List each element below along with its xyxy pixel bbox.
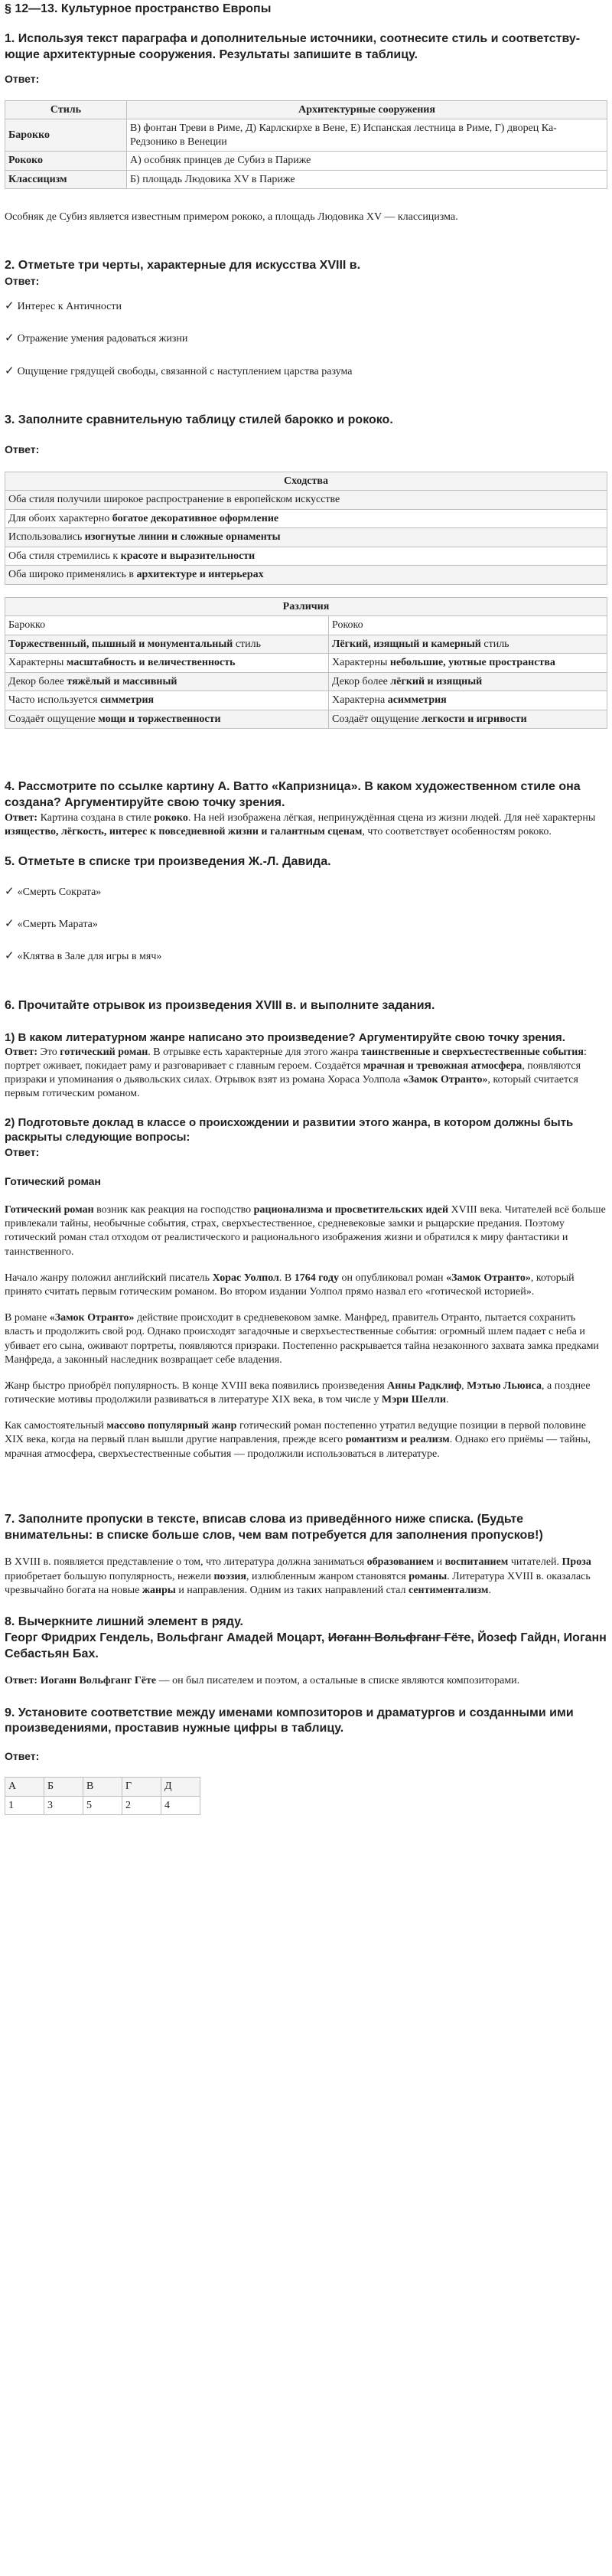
text-segment: , — [461, 1379, 467, 1392]
table-row — [5, 509, 607, 528]
text-segment: поэзия — [213, 1570, 247, 1582]
text-segment: готический роман — [60, 1046, 148, 1058]
text-segment: образованием — [366, 1556, 435, 1569]
text-segment: красоте и выразительности — [120, 550, 256, 562]
question-8-answer — [5, 1674, 607, 1688]
text-segment: стиль — [233, 638, 262, 650]
text-segment: романтизм и реализм — [345, 1434, 450, 1446]
style-name: Барокко — [8, 129, 50, 141]
text-segment: Ответ: — [5, 811, 38, 824]
question-2-title: 2. Отметьте три черты, характерные для искусства XVIII в. — [5, 259, 361, 273]
question-9 — [5, 1706, 607, 1816]
text-segment: Ответ: — [5, 1046, 38, 1058]
checkmark-icon: ✓ — [5, 363, 15, 377]
matching-values-row — [5, 1796, 200, 1815]
similarity-cell — [5, 547, 607, 566]
text-segment: В XVIII в. появляется представление о том, что литература должна заниматься — [5, 1556, 367, 1569]
question-3 — [5, 413, 607, 729]
text-segment: Хорас Уолпол — [212, 1272, 279, 1284]
rococo-cell — [329, 635, 607, 654]
text-segment: действие происходит в средневековом замке. Манфред, правитель Отранто, пытается сохранить власть и продолжить свой род. Однако происходят загадочные и сверхъестественные события: огромный шлем падает с неба и убивает его сына, оживают портреты, появляются призраки. Постепенно раскрывается тайна незаконного захвата замка предками Манфреда, а законный наследник возвращает себе владения. — [5, 1312, 599, 1366]
style-buildings-table — [5, 100, 607, 190]
checkmark-icon: ✓ — [5, 299, 15, 313]
col-style-header: Стиль — [5, 100, 127, 119]
matching-header-cell: В — [83, 1778, 122, 1797]
answer-label: Ответ: — [5, 1750, 40, 1763]
question-8-series — [5, 1631, 607, 1663]
text-segment: готический роман постепенно утратил ведущие позиции в первой половине XIX века, когда на первый план вышли другие направления, прежде всего — [5, 1420, 586, 1446]
table-row — [5, 152, 607, 171]
baroque-cell — [5, 672, 329, 691]
text-segment: XVIII века. Читателей всё больше привлекали тайны, необычные события, страх, сверхъестественное, средневековые замки и рыцарские предания. Поэтому готический роман стал отходом от реалистического и рационального изображения жизни и обратился к миру фантастики и таинственного. — [5, 1204, 606, 1258]
text-segment: — он был писателем и поэтом, а остальные в списке являются композиторами. — [156, 1675, 520, 1687]
style-buildings: Б) площадь Людовика XV в Париже — [127, 170, 607, 189]
text-segment: Оба стиля стремились к — [8, 550, 121, 562]
question-4 — [5, 779, 607, 839]
question-2 — [5, 258, 607, 379]
baroque-cell — [5, 691, 329, 710]
text-segment: . — [488, 1584, 491, 1596]
question-8 — [5, 1614, 607, 1689]
similarity-cell — [5, 566, 607, 585]
question-4-title: 4. Рассмотрите по ссылке картину А. Ватто «Капризница». В каком художественном стиле она создана? Аргументируйте свою точку зрения. — [5, 780, 581, 810]
differences-table — [5, 597, 607, 730]
text-segment: он опубликовал роман — [338, 1272, 447, 1284]
rococo-cell — [329, 672, 607, 691]
text-segment: Характерна — [332, 694, 388, 707]
question-6-sub-2: 2) Подготовьте доклад в классе о происхождении и развитии этого жанра, в котором должны быть раскрыты следующие вопросы: — [5, 1115, 574, 1144]
report-title: Готический роман — [5, 1174, 101, 1187]
text-segment: Ответ: — [5, 1675, 38, 1687]
text-segment: небольшие, уютные пространства — [389, 657, 555, 669]
text-segment: легкости и игривости — [422, 713, 527, 725]
checkmark-icon: ✓ — [5, 331, 15, 345]
question-4-answer — [5, 811, 607, 839]
list-item-text: Интерес к Античности — [17, 301, 122, 313]
matching-value-cell: 2 — [122, 1796, 161, 1815]
page-title: § 12—13. Культурное пространство Европы — [5, 2, 272, 15]
text-segment: . — [445, 1394, 449, 1406]
list-item — [5, 916, 607, 932]
text-segment: симметрия — [100, 694, 155, 707]
table-header-row — [5, 100, 607, 119]
text-segment: читателей. — [508, 1556, 562, 1569]
text-segment: В романе — [5, 1312, 50, 1324]
table-row — [5, 170, 607, 189]
matching-value-cell: 1 — [5, 1796, 44, 1815]
text-segment: Декор более — [8, 675, 67, 687]
table-row — [5, 491, 607, 510]
text-segment: изогнутые линии и сложные орнаменты — [84, 531, 281, 544]
text-segment: изящество, лёгкость, интерес к повседневной жизни и галантным сценам — [5, 826, 363, 838]
differences-header: Различия — [5, 597, 607, 616]
rococo-cell — [329, 654, 607, 673]
question-3-title: 3. Заполните сравнительную таблицу стилей барокко и рококо. — [5, 413, 393, 426]
matching-header-cell: Г — [122, 1778, 161, 1797]
question-6-sub-1: 1) В каком литературном жанре написано это произведение? Аргументируйте свою точку зрения. — [5, 1031, 565, 1045]
text-segment: «Замок Отранто» — [446, 1272, 531, 1284]
text-segment: массово популярный жанр — [106, 1420, 237, 1432]
text-segment: «Замок Отранто» — [402, 1074, 488, 1086]
text-segment: , излюбленным жанром становятся — [246, 1570, 409, 1582]
text-segment: . Однако его приёмы — тайны, мрачная атмосфера, сверхъестественные события — продолжили использоваться в литературе. — [5, 1434, 591, 1460]
text-segment: Жанр быстро приобрёл популярность. В конце XVIII века появились произведения — [5, 1379, 388, 1392]
checkmark-icon: ✓ — [5, 948, 15, 963]
text-segment: Это — [37, 1046, 60, 1058]
text-segment: , а позднее готические мотивы продолжили развиваться в литературе XIX века, в том числе у — [5, 1379, 591, 1406]
question-6 — [5, 998, 607, 1461]
text-segment: Использовались — [8, 531, 85, 544]
text-segment: Торжественный, пышный и монументальный — [8, 638, 233, 650]
table-row — [5, 528, 607, 547]
report-paragraph — [5, 1311, 607, 1367]
baroque-cell — [5, 710, 329, 729]
table-row — [5, 635, 607, 654]
report-paragraph — [5, 1419, 607, 1461]
table-row — [5, 566, 607, 585]
text-segment: . В — [278, 1272, 295, 1284]
similarity-cell — [5, 491, 607, 510]
text-segment: Оба стиля получили широкое распространение в европейском искусстве — [8, 494, 340, 506]
text-segment: , который считается первым готическим романом. — [5, 1074, 578, 1100]
text-segment: Мэтью Льюиса — [467, 1379, 542, 1392]
baroque-cell — [5, 654, 329, 673]
text-segment: рационализма и просветительских идей — [253, 1204, 449, 1216]
text-segment: сентиментализм — [408, 1584, 489, 1596]
text-segment: тяжёлый и массивный — [67, 675, 177, 687]
list-item — [5, 884, 607, 899]
col-baroque-header: Барокко — [5, 616, 329, 635]
matching-value-cell: 4 — [161, 1796, 200, 1815]
text-segment: Оба широко применялись в — [8, 569, 137, 581]
style-name: Классицизм — [8, 173, 67, 185]
text-segment: Создаёт ощущение — [332, 713, 422, 725]
text-segment: Создаёт ощущение — [8, 713, 99, 725]
question-1-note: Особняк де Субиз является известным примером рококо, а площадь Людовика XV — классицизма. — [5, 211, 458, 224]
answer-label: Ответ: — [5, 1145, 40, 1158]
similarity-cell — [5, 509, 607, 528]
table-row — [5, 672, 607, 691]
list-item-text: Отражение умения радоваться жизни — [17, 333, 188, 345]
report-paragraph — [5, 1272, 607, 1299]
text-segment: архитектуре и интерьерах — [136, 569, 264, 581]
matching-value-cell: 3 — [44, 1796, 83, 1815]
col-buildings-header: Архитектурные сооружения — [127, 100, 607, 119]
question-7-title: 7. Заполните пропуски в тексте, вписав слова из приведённого ниже списка. (Будьте внимательны: в списке больше слов, чем вам потребуется для заполнения пропусков!) — [5, 1512, 543, 1542]
matching-header-row — [5, 1778, 200, 1797]
question-7-text — [5, 1556, 607, 1598]
question-5-title: 5. Отметьте в списке три произведения Ж.-Л. Давида. — [5, 855, 331, 869]
text-segment: Готический роман — [5, 1204, 94, 1216]
text-segment: , который принято считать первым готическим романом. Во втором издании Уолпол прямо назвал его «готической историей». — [5, 1272, 575, 1298]
checkmark-icon: ✓ — [5, 884, 15, 899]
answer-label: Ответ: — [5, 73, 40, 86]
style-name: Рококо — [8, 155, 43, 167]
text-segment: стиль — [480, 638, 509, 650]
text-segment: мощи и торжественности — [98, 713, 221, 725]
text-segment: Декор более — [332, 675, 391, 687]
text-segment: , что соответствует особенностям рококо. — [362, 826, 552, 838]
text-segment: Иоганн Вольфганг Гёте — [40, 1675, 157, 1687]
text-segment: : портрет оживает, покидает раму и разговаривает с главным героем. Создаётся — [5, 1046, 587, 1073]
rococo-cell — [329, 691, 607, 710]
col-rococo-header: Рококо — [329, 616, 607, 635]
text-segment: Характерны — [8, 657, 67, 669]
text-segment: . В отрывке есть характерные для этого жанра — [148, 1046, 361, 1058]
question-6-answer-1 — [5, 1046, 607, 1102]
text-segment: жанры — [142, 1584, 176, 1596]
text-segment: Мэри Шелли — [381, 1394, 446, 1406]
question-9-title: 9. Установите соответствие между именами композиторов и драматургов и созданными ими произведениями, проставив нужные цифры в таблицу. — [5, 1706, 574, 1735]
text-segment: . Литература XVIII в. оказалась чрезвычайно богата на новые — [5, 1570, 591, 1596]
similarities-table — [5, 472, 607, 585]
text-segment: романы — [409, 1570, 448, 1582]
baroque-cell — [5, 635, 329, 654]
text-segment: приобретает большую популярность, нежели — [5, 1570, 214, 1582]
text-segment: мрачная и тревожная атмосфера — [363, 1060, 522, 1073]
text-segment: Картина создана в стиле — [37, 811, 155, 824]
rococo-cell — [329, 710, 607, 729]
list-item-text: Ощущение грядущей свободы, связанной с наступлением царства разума — [17, 365, 353, 377]
answer-label: Ответ: — [5, 275, 40, 288]
text-segment: Для обоих характерно — [8, 512, 112, 524]
text-segment: воспитанием — [444, 1556, 509, 1569]
text-segment: богатое декоративное оформление — [112, 512, 279, 524]
list-item-text: «Смерть Сократа» — [17, 886, 102, 899]
matching-header-cell: А — [5, 1778, 44, 1797]
text-segment: и направления. Одним из таких направлений стал — [175, 1584, 409, 1596]
text-segment: Анны Радклиф — [387, 1379, 462, 1392]
text-segment: асимметрия — [387, 694, 447, 707]
list-item — [5, 331, 607, 346]
checkmark-icon: ✓ — [5, 916, 15, 931]
text-segment: Лёгкий, изящный и камерный — [332, 638, 481, 650]
list-item-text: «Клятва в Зале для игры в мяч» — [17, 951, 162, 963]
question-5 — [5, 854, 607, 964]
question-7 — [5, 1512, 607, 1598]
style-buildings: А) особняк принцев де Субиз в Париже — [127, 152, 607, 171]
table-row — [5, 119, 607, 152]
struck-item: Иоганн Вольфганг Гёте — [327, 1631, 471, 1644]
text-segment: возник как реакция на господство — [93, 1204, 254, 1216]
series-text: , Йозеф Гайдн, Иоганн Себастьян Бах. — [5, 1631, 607, 1660]
text-segment: Начало жанру положил английский писатель — [5, 1272, 213, 1284]
text-segment: таинственные и сверхъестественные события — [360, 1046, 584, 1058]
table-row — [5, 547, 607, 566]
series-text: Георг Фридрих Гендель, Вольфганг Амадей Моцарт, — [5, 1631, 328, 1644]
table-row — [5, 654, 607, 673]
text-segment: 1764 году — [294, 1272, 339, 1284]
question-1 — [5, 31, 607, 224]
matching-value-cell: 5 — [83, 1796, 122, 1815]
text-segment: , появляются призраки и упоминания о дьявольских силах. Отрывок взят из романа Хораса Уолпола — [5, 1060, 581, 1086]
similarities-header: Сходства — [5, 472, 607, 491]
table-row — [5, 691, 607, 710]
list-item-text: «Смерть Марата» — [17, 919, 98, 931]
text-segment: «Замок Отранто» — [49, 1312, 135, 1324]
answer-label: Ответ: — [5, 442, 40, 455]
question-6-title: 6. Прочитайте отрывок из произведения XVIII в. и выполните задания. — [5, 998, 435, 1012]
text-segment: Проза — [562, 1556, 591, 1569]
text-segment: лёгкий и изящный — [390, 675, 483, 687]
list-item — [5, 948, 607, 964]
list-item — [5, 299, 607, 314]
text-segment: Часто используется — [8, 694, 101, 707]
text-segment: рококо — [154, 811, 188, 824]
report-paragraph — [5, 1379, 607, 1407]
style-buildings: В) фонтан Треви в Риме, Д) Карлскирхе в Вене, Е) Испанская лестница в Риме, Г) дворец Ка-Редзонико в Венеции — [127, 119, 607, 152]
text-segment: и — [434, 1556, 445, 1569]
list-item — [5, 364, 607, 379]
question-1-title: 1. Используя текст параграфа и дополнительные источники, соотнесите стиль и соответству-ющие архитектурные сооружения. Результаты запишите в таблицу. — [5, 31, 581, 61]
text-segment: Как самостоятельный — [5, 1420, 107, 1432]
table-row — [5, 710, 607, 729]
matching-table — [5, 1777, 200, 1815]
text-segment: . На ней изображена лёгкая, непринуждённая сцена из жизни людей. Для неё характерны — [187, 811, 596, 824]
text-segment: масштабность и величественность — [66, 657, 236, 669]
similarity-cell — [5, 528, 607, 547]
report-paragraph — [5, 1203, 607, 1259]
text-segment: Характерны — [332, 657, 390, 669]
question-8-title: 8. Вычеркните лишний элемент в ряду. — [5, 1615, 243, 1629]
matching-header-cell: Б — [44, 1778, 83, 1797]
matching-header-cell: Д — [161, 1778, 200, 1797]
